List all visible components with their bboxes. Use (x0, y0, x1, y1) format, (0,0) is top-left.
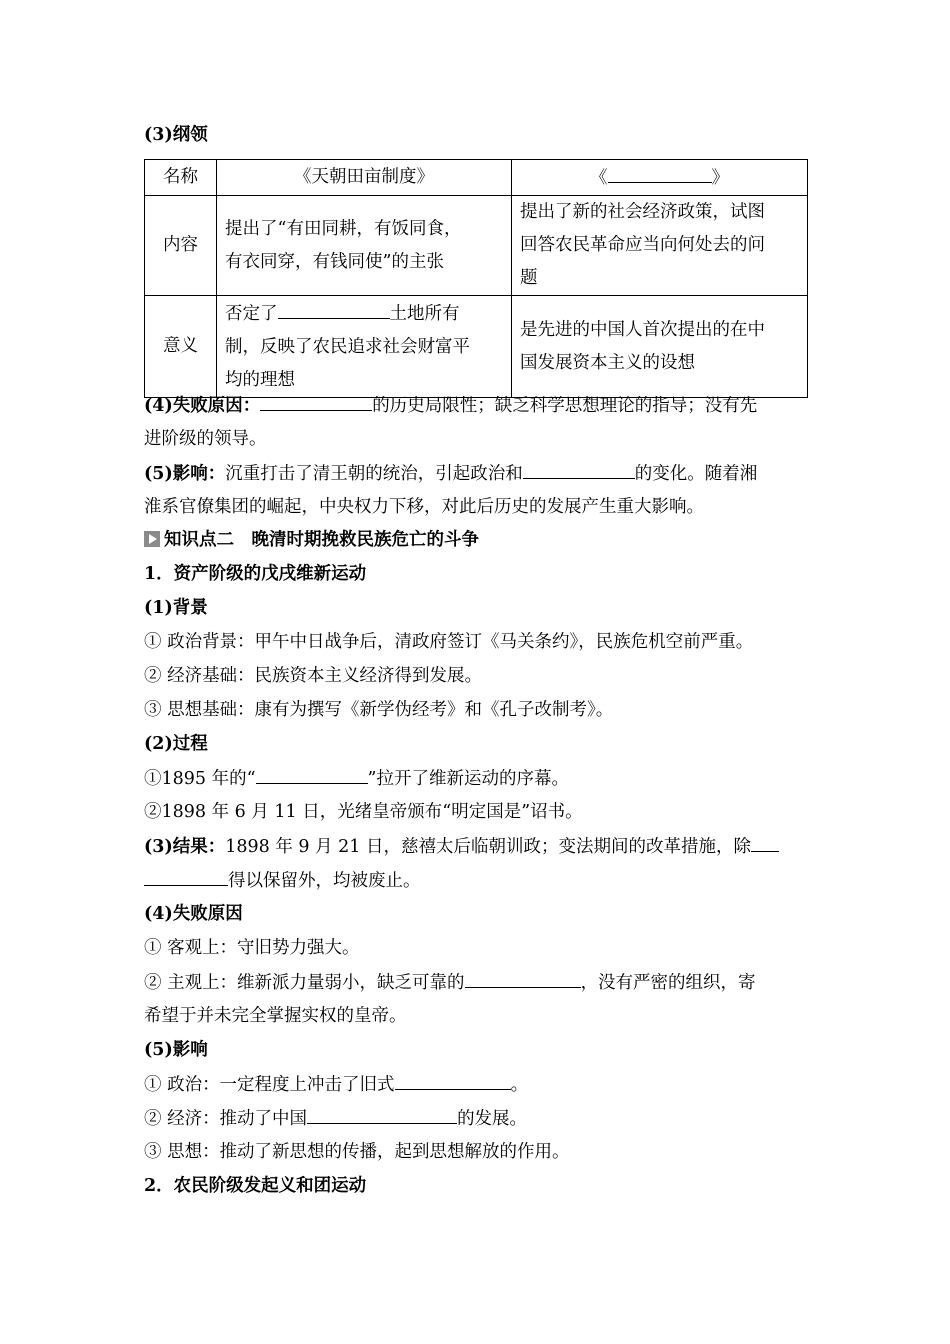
fill-blank (608, 160, 712, 183)
process-label: (2)过程 (144, 734, 208, 754)
row-label-content: 内容 (145, 196, 217, 296)
background-item-1: ① 政治背景：甲午中日战争后，清政府签订《马关条约》，民族危机空前严重。 (144, 632, 754, 652)
failure-reason: (4)失败原因： 的历史局限性；缺乏科学思想理论的指导；没有先 (144, 388, 757, 422)
fill-blank (751, 829, 779, 852)
play-triangle-icon (144, 531, 160, 547)
impact2-item-1: ① 政治：一定程度上冲击了旧式 。 (144, 1067, 528, 1101)
table-header-row (145, 160, 808, 196)
failure2-item-2-cont: 希望于并未完全掌握实权的皇帝。 (144, 1006, 407, 1026)
result-cont: 得以保留外，均被废止。 (144, 863, 421, 897)
section-title: 知识点二 晚清时期挽救民族危亡的斗争 (144, 523, 479, 557)
fill-blank (278, 296, 390, 319)
meaning-blank-program: 是先进的中国人首次提出的在中 国发展资本主义的设想 (512, 296, 808, 398)
impact2-item-3: ③ 思想：推动了新思想的传播，起到思想解放的作用。 (144, 1142, 570, 1162)
table-row-content (145, 196, 808, 296)
content-blank-program: 提出了新的社会经济政策，试图 回答农民革命应当向何处去的问 题 (512, 196, 808, 296)
topic1-title: 1．资产阶级的戊戌维新运动 (144, 564, 367, 584)
topic2-title: 2．农民阶级发起义和团运动 (144, 1176, 367, 1196)
row-label-meaning: 意义 (145, 296, 217, 398)
background-label: (1)背景 (144, 598, 208, 618)
program-heading: (3)纲领 (144, 125, 208, 145)
failure2-item-1: ① 客观上：守旧势力强大。 (144, 938, 360, 958)
header-blank-title: 《 》 (512, 160, 808, 196)
fill-blank (256, 761, 368, 784)
fill-blank (307, 1101, 457, 1124)
content-tianchao: 提出了“有田同耕，有饭同食， 有衣同穿，有钱同使”的主张 (217, 196, 512, 296)
meaning-tianchao: 否定了 土地所有 制，反映了农民追求社会财富平 均的理想 (217, 296, 512, 398)
failure-reason-cont: 进阶级的领导。 (144, 429, 267, 449)
impact2-item-2: ② 经济：推动了中国 的发展。 (144, 1101, 527, 1135)
table-row-meaning (145, 296, 808, 398)
failure2-item-2: ② 主观上：维新派力量弱小，缺乏可靠的 ，没有严密的组织，寄 (144, 965, 756, 999)
failure2-label: (4)失败原因 (144, 904, 243, 924)
process-item-2: ②1898 年 6 月 11 日，光绪皇帝颁布“明定国是”诏书。 (144, 802, 583, 822)
impact-cont: 淮系官僚集团的崛起，中央权力下移，对此后历史的发展产生重大影响。 (144, 497, 704, 517)
process-item-1: ①1895 年的“ ”拉开了维新运动的序幕。 (144, 761, 569, 795)
program-table (144, 159, 808, 398)
fill-blank (260, 388, 372, 411)
fill-blank (465, 965, 581, 988)
impact2-label: (5)影响 (144, 1040, 208, 1060)
result: (3)结果：1898 年 9 月 21 日，慈禧太后临朝训政；变法期间的改革措施，除 (144, 829, 779, 863)
fill-blank (144, 863, 228, 886)
fill-blank (523, 456, 635, 479)
impact: (5)影响：沉重打击了清王朝的统治，引起政治和 的变化。随着湘 (144, 456, 757, 490)
fill-blank (395, 1067, 511, 1090)
background-item-3: ③ 思想基础：康有为撰写《新学伪经考》和《孔子改制考》。 (144, 700, 614, 720)
program-table-wrap (144, 159, 808, 398)
header-tianchao: 《天朝田亩制度》 (217, 160, 512, 196)
header-name: 名称 (145, 160, 217, 196)
background-item-2: ② 经济基础：民族资本主义经济得到发展。 (144, 666, 483, 686)
